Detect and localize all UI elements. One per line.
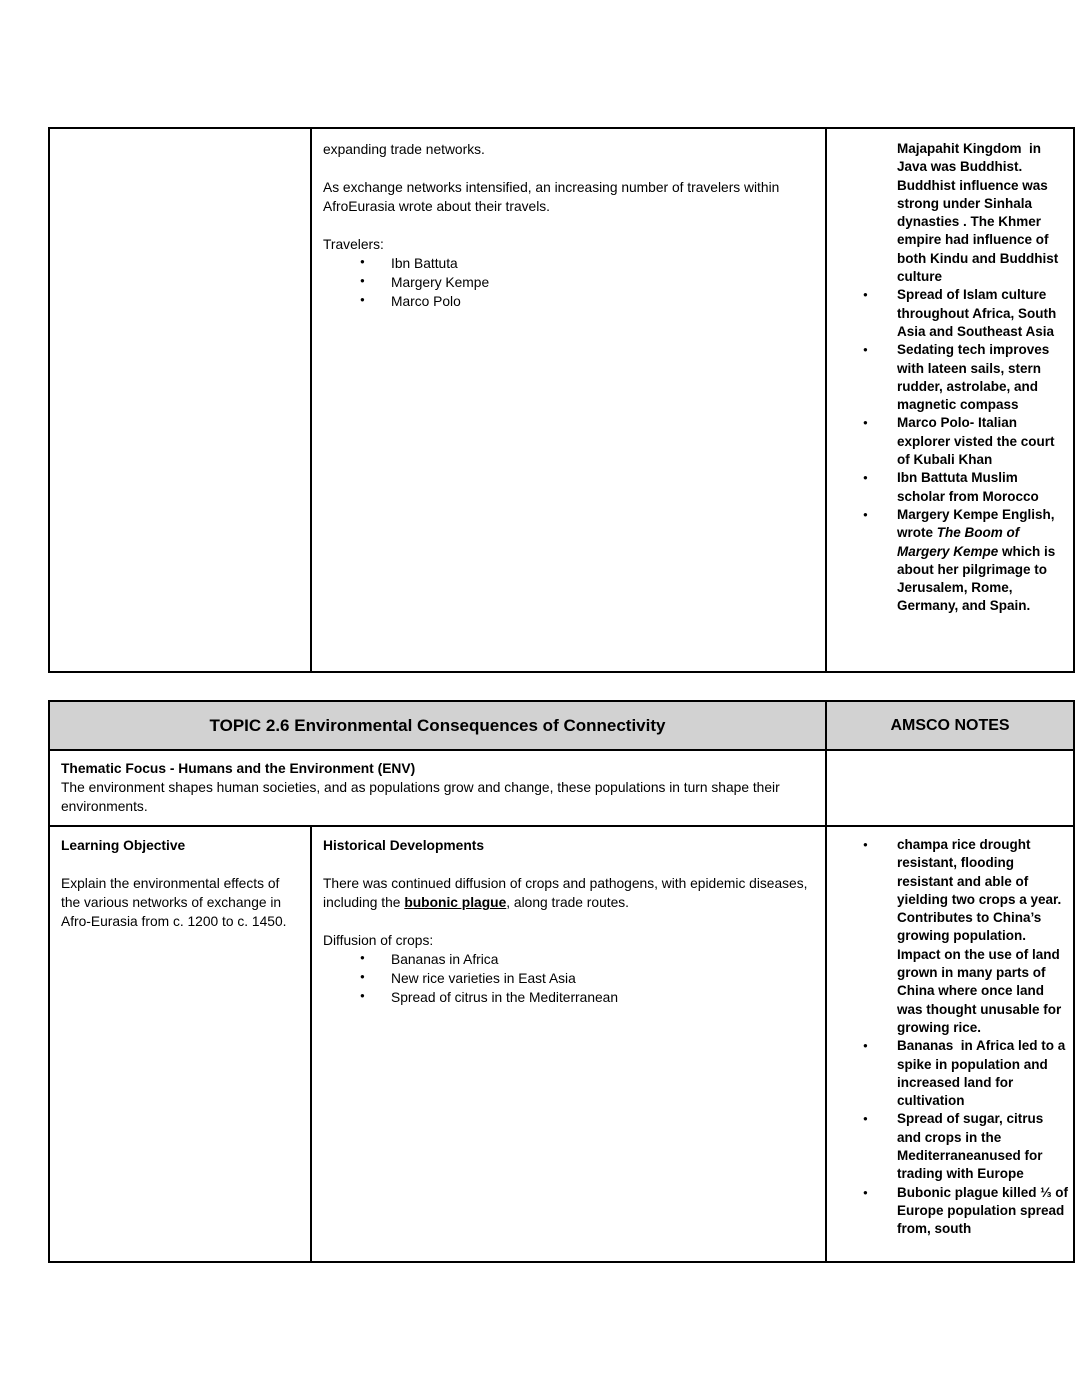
travelers-list (323, 254, 814, 311)
text-segment: New rice varieties in East Asia (391, 971, 576, 986)
text-segment: , along trade routes. (506, 895, 629, 910)
amsco-notes-list-1 (827, 286, 1069, 615)
thematic-focus-heading: Thematic Focus - Humans and the Environment (ENV) (61, 761, 416, 776)
bullet-item (391, 273, 814, 292)
text-segment: Bananas in Africa (391, 952, 499, 967)
learning-objective-body: Explain the environmental effects of the various networks of exchange in Afro-Eurasia from c. 1200 to c. 1450. (61, 876, 287, 929)
table-topic-2-6 (48, 700, 1075, 1263)
text-segment: Bubonic plague killed ⅓ of Europe population spread from, south (897, 1184, 1072, 1237)
topic-title: TOPIC 2.6 Environmental Consequences of Connectivity (209, 715, 666, 735)
bullet-item (391, 254, 814, 273)
bullet-item (391, 292, 814, 311)
text-segment: Bananas in Africa led to a spike in population and increased land for cultivation (897, 1038, 1070, 1109)
bullet-item (897, 1037, 1069, 1110)
diffusion-of-crops-label: Diffusion of crops: (323, 933, 434, 948)
topic-header-row (50, 702, 1073, 751)
amsco-notes-label: AMSCO NOTES (890, 716, 1010, 734)
topic-title-cell (50, 702, 827, 749)
learning-objective-heading: Learning Objective (61, 838, 186, 853)
bullet-item (897, 506, 1069, 616)
bullet-item (897, 469, 1069, 506)
thematic-focus-row (50, 751, 1073, 827)
text-segment: bubonic plague (404, 895, 507, 910)
amsco-notes-list-2 (827, 836, 1072, 1239)
table1-historical-developments-cell (312, 129, 827, 671)
text-segment: Marco Polo- Italian explorer visted the court of Kubali Khan (897, 415, 1059, 468)
note-continuation-majapahit: Majapahit Kingdom in Java was Buddhist. Buddhist influence was strong under Sinhala dynasties . The Khmer empire had influence of both Kindu and Buddhist culture (897, 141, 1062, 285)
text-segment: There was continued diffusion of crops and pathogens, with epidemic diseases, including the (323, 876, 812, 910)
text-segment: Margery Kempe English, wrote (897, 506, 1059, 541)
paragraph-exchange-networks: As exchange networks intensified, an increasing number of travelers within AfroEurasia wrote about their travels. (323, 180, 783, 214)
bullet-item (897, 341, 1069, 414)
text-segment: Spread of Islam culture throughout Africa, South Asia and Southeast Asia (897, 287, 1060, 339)
bullet-item (897, 286, 1069, 341)
thematic-focus-body: The environment shapes human societies, and as populations grow and change, these populations in turn shape their environments. (61, 780, 784, 814)
text-segment: Spread of sugar, citrus and crops in the Mediterraneanused for trading with Europe (897, 1111, 1048, 1182)
bullet-item (391, 969, 814, 988)
thematic-row-empty-notes-cell (827, 751, 1073, 825)
thematic-focus-cell (50, 751, 827, 825)
table1-amsco-notes-cell (827, 129, 1073, 671)
bullet-item (391, 950, 814, 969)
text-segment: Marco Polo (391, 294, 461, 309)
historical-developments-cell (312, 827, 827, 1261)
table2-amsco-notes-cell (827, 827, 1073, 1261)
text-segment: which is about her pilgrimage to Jerusalem, Rome, Germany, and Spain. (897, 543, 1060, 614)
travelers-label: Travelers: (323, 237, 384, 252)
text-segment: The Boom of Margery Kempe (897, 525, 1024, 559)
paragraph-expanding-trade: expanding trade networks. (323, 142, 485, 157)
table1-left-empty-cell (50, 129, 312, 671)
bullet-item (897, 836, 1069, 1037)
bullet-item (897, 1110, 1069, 1183)
text-segment: Sedating tech improves with lateen sails, stern rudder, astrolabe, and magnetic compass (897, 342, 1054, 413)
text-segment: Margery Kempe (391, 275, 490, 290)
table-trade-networks-continued (48, 127, 1075, 673)
text-segment: champa rice drought resistant, flooding resistant and able of yielding two crops a year. Contributes to China’s growing population. Impact on the use of land grown in many parts of China where once land was thought unusable for growing rice. (897, 837, 1066, 1035)
topic-content-row (50, 827, 1073, 1261)
paragraph-diffusion-pathogens (323, 874, 814, 912)
learning-objective-cell (50, 827, 312, 1261)
text-segment: Spread of citrus in the Mediterranean (391, 990, 619, 1005)
text-segment: Ibn Battuta (391, 256, 458, 271)
historical-developments-heading: Historical Developments (323, 838, 485, 853)
bullet-item (391, 988, 814, 1007)
bullet-item (897, 1184, 1072, 1239)
text-segment: Ibn Battuta Muslim scholar from Morocco (897, 470, 1039, 504)
amsco-notes-header-cell (827, 702, 1073, 749)
crops-list (323, 950, 814, 1007)
bullet-item (897, 414, 1069, 469)
